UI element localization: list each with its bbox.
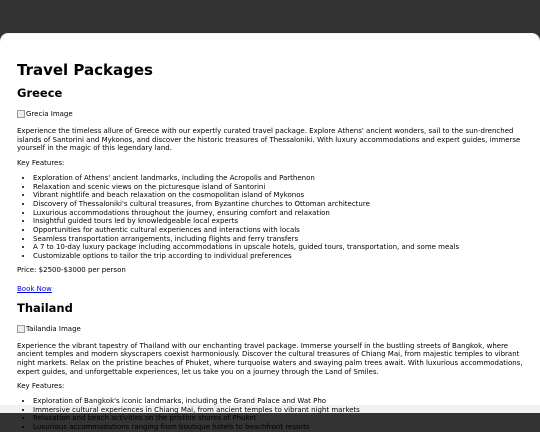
thailand-description: Experience the vibrant tapestry of Thailand with our enchanting travel package. Immerse yourself in the bustling streets of Bangkok, where ancient temples and modern skyscrapers coexist harmoniously. Discover the cultural treasures of Chiang Mai, from majestic temples to vibrant night markets. Relax on the pristine beaches of Phuket, where turquoise waters and swaying palm trees await. With luxurious accommodations, expert guides, and unforgettable experiences, let us take you on a journey through the Land of Smiles. xyxy=(17,341,523,376)
thailand-image xyxy=(17,324,524,334)
list-item: • Exploration of Bangkok's iconic landmarks, including the Grand Palace and Wat Pho xyxy=(33,397,524,406)
list-item: • Relaxation and beach activities on the pristine shores of Phuket xyxy=(33,414,524,423)
thailand-image-alt: Tailandia Image xyxy=(26,324,81,333)
page-title: Travel Packages xyxy=(17,61,153,79)
thailand-features-label: Key Features: xyxy=(17,382,65,391)
greece-price: Price: $2500-$3000 per person xyxy=(17,265,126,274)
list-item: • Vibrant nightlife and beach relaxation on the cosmopolitan island of Mykonos xyxy=(33,191,524,200)
list-item: • Luxurious accommodations throughout the journey, ensuring comfort and relaxation xyxy=(33,209,524,218)
broken-image-icon xyxy=(17,110,25,118)
list-item: • Luxurious accommodations ranging from boutique hotels to beachfront resorts xyxy=(33,423,524,432)
greece-image-alt: Grecia Image xyxy=(26,110,73,118)
broken-image-icon xyxy=(17,325,25,333)
package-thailand xyxy=(17,301,524,432)
thailand-heading: Thailand xyxy=(17,300,73,315)
list-item: • Discovery of Thessaloniki's cultural treasures, from Byzantine churches to Ottoman architecture xyxy=(33,200,524,209)
list-item: • A 7 to 10-day luxury package including accommodations in upscale hotels, guided tours, transportation, and some meals xyxy=(33,243,524,252)
list-item: • Immersive cultural experiences in Chiang Mai, from ancient temples to vibrant night markets xyxy=(33,406,524,415)
greece-features-label: Key Features: xyxy=(17,159,65,168)
greece-image xyxy=(17,109,524,119)
list-item: • Insightful guided tours led by knowledgeable local experts xyxy=(33,217,524,226)
list-item: • Exploration of Athens' ancient landmarks, including the Acropolis and Parthenon xyxy=(33,174,524,183)
package-greece xyxy=(17,86,524,294)
greece-description: Experience the timeless allure of Greece with our expertly curated travel package. Explore Athens' ancient wonders, sail to the sun-drenched islands of Santorini and Mykonos, and discover the historic treasures of Thessaloniki. With luxury accommodations and expert guides, immerse yourself in the magic of this legendary land. xyxy=(17,127,521,153)
browser-top-bar xyxy=(0,0,540,16)
list-item: • Seamless transportation arrangements, including flights and ferry transfers xyxy=(33,235,524,244)
greece-book-now-link[interactable]: Book Now xyxy=(17,284,52,293)
list-item: • Customizable options to tailor the trip according to individual preferences xyxy=(33,252,524,261)
list-item: • Relaxation and scenic views on the picturesque island of Santorini xyxy=(33,183,524,192)
page-content xyxy=(0,34,540,432)
thailand-features-list xyxy=(17,397,524,432)
list-item: • Opportunities for authentic cultural experiences and interactions with locals xyxy=(33,226,524,235)
greece-features-list xyxy=(17,174,524,261)
greece-heading: Greece xyxy=(17,86,63,100)
